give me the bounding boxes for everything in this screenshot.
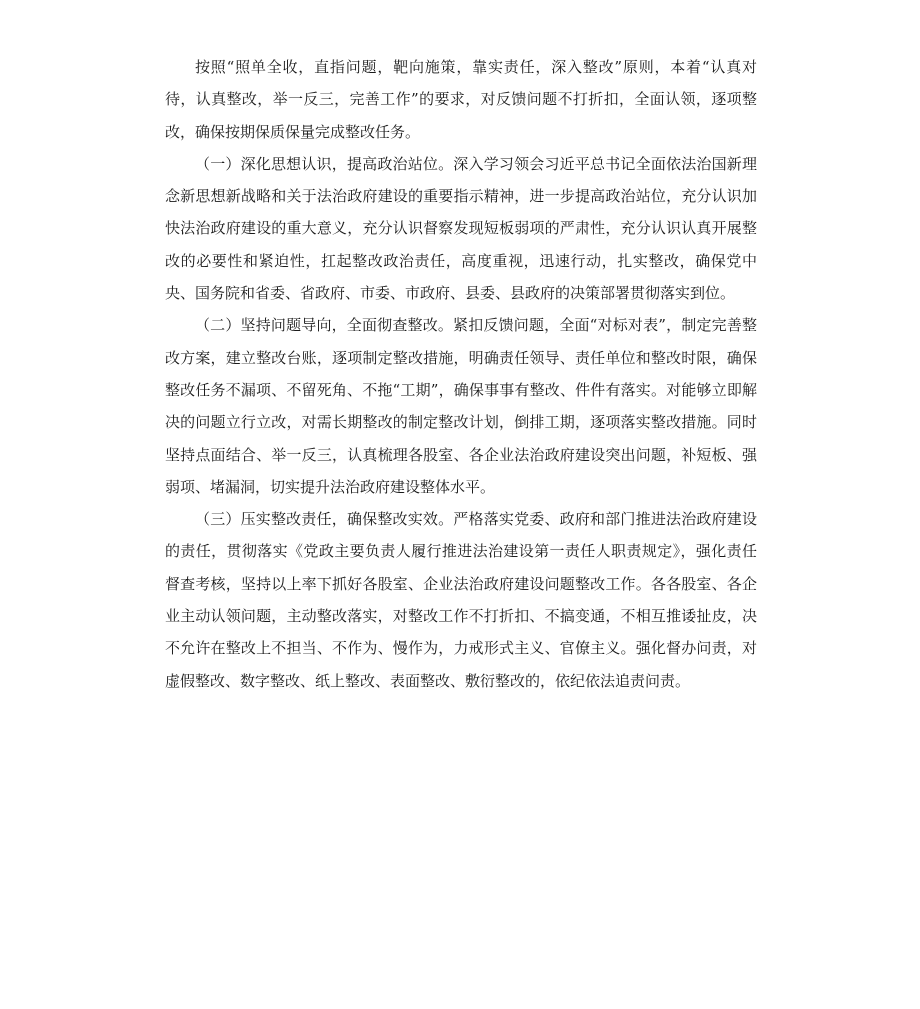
paragraph-section-3: （三）压实整改责任，确保整改实效。严格落实党委、政府和部门推进法治政府建设的责任，贯彻落实《党政主要负责人履行推进法治建设第一责任人职责规定》，强化责任督查考核，坚持以上率下抓好各股室、企业法治政府建设问题整改工作。各各股室、各企业主动认领问题，主动整改落实，对整改工作不打折扣、不搞变通，不相互推诿扯皮，决不允许在整改上不担当、不作为、慢作为，力戒形式主义、官僚主义。强化督办问责，对虚假整改、数字整改、纸上整改、表面整改、敷衍整改的，依纪依法追责问责。 <box>165 510 757 690</box>
paragraph-intro: 按照“照单全收，直指问题，靶向施策，靠实责任，深入整改”原则，本着“认真对待，认真整改，举一反三，完善工作”的要求，对反馈问题不打折扣，全面认领，逐项整改，确保按期保质保量完成整改任务。 <box>165 58 757 141</box>
paragraph-section-2: （二）坚持问题导向，全面彻查整改。紧扣反馈问题，全面“对标对表”，制定完善整改方案，建立整改台账，逐项制定整改措施，明确责任领导、责任单位和整改时限，确保整改任务不漏项、不留死角、不拖“工期”，确保事事有整改、件件有落实。对能够立即解决的问题立行立改，对需长期整改的制定整改计划，倒排工期，逐项落实整改措施。同时坚持点面结合、举一反三，认真梳理各股室、各企业法治政府建设突出问题，补短板、强弱项、堵漏洞，切实提升法治政府建设整体水平。 <box>165 316 757 496</box>
document-body <box>165 51 757 697</box>
paragraph-section-1: （一）深化思想认识，提高政治站位。深入学习领会习近平总书记全面依法治国新理念新思想新战略和关于法治政府建设的重要指示精神，进一步提高政治站位，充分认识加快法治政府建设的重大意义，充分认识督察发现短板弱项的严肃性，充分认识认真开展整改的必要性和紧迫性，扛起整改政治责任，高度重视，迅速行动，扎实整改，确保党中央、国务院和省委、省政府、市委、市政府、县委、县政府的决策部署贯彻落实到位。 <box>165 154 757 303</box>
